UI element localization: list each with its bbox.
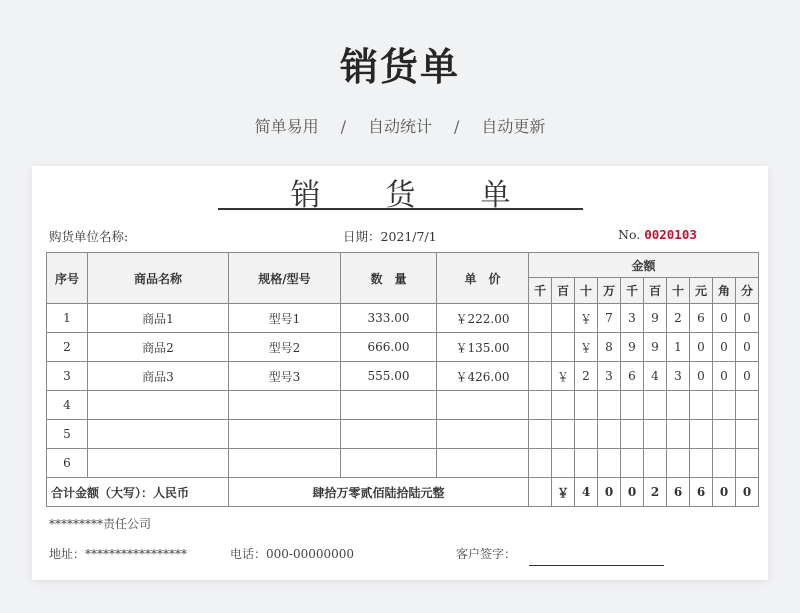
- cell-digit: [736, 420, 759, 449]
- cell-digit: [713, 420, 736, 449]
- cell-digit: [621, 391, 644, 420]
- header-name: 商品名称: [88, 253, 229, 304]
- cell-spec: 型号3: [229, 362, 341, 391]
- table-row: [47, 333, 759, 362]
- cell-name: 商品1: [88, 304, 229, 333]
- cell-qty: 666.00: [341, 333, 437, 362]
- total-digit: 0: [621, 478, 644, 507]
- cell-digit: [529, 362, 552, 391]
- cell-digit: 3: [598, 362, 621, 391]
- cell-digit: ￥: [575, 304, 598, 333]
- cell-seq: 3: [47, 362, 88, 391]
- cell-digit: [529, 304, 552, 333]
- cell-digit: [644, 391, 667, 420]
- cell-digit: [667, 420, 690, 449]
- cell-digit: 1: [667, 333, 690, 362]
- page-title: 销货单: [339, 45, 460, 89]
- feature-3: 自动更新: [481, 117, 546, 136]
- cell-digit: [552, 449, 575, 478]
- header-digit: 角: [713, 278, 736, 304]
- cell-digit: [736, 391, 759, 420]
- cell-digit: [575, 391, 598, 420]
- cell-digit: 9: [644, 333, 667, 362]
- phone: 电话：000-00000000: [230, 547, 355, 561]
- header-digit: 百: [552, 278, 575, 304]
- items-table: [46, 252, 759, 507]
- doc-title-char: 货: [385, 178, 416, 213]
- header-digit: 百: [644, 278, 667, 304]
- doc-number-label: No.: [618, 227, 641, 242]
- feature-2: 自动统计: [367, 117, 432, 136]
- cell-spec: [229, 449, 341, 478]
- cell-digit: [529, 420, 552, 449]
- invoice-sheet: [32, 166, 768, 580]
- cell-digit: 9: [644, 304, 667, 333]
- cell-digit: [529, 391, 552, 420]
- total-digit: 0: [713, 478, 736, 507]
- cell-price: [437, 391, 529, 420]
- cell-digit: [621, 449, 644, 478]
- total-digit: 4: [575, 478, 598, 507]
- doc-title-char: 销: [290, 178, 321, 213]
- cell-spec: [229, 420, 341, 449]
- total-row: [47, 478, 759, 507]
- total-digit: 0: [736, 478, 759, 507]
- cell-digit: [575, 420, 598, 449]
- cell-digit: [690, 420, 713, 449]
- cell-digit: 2: [575, 362, 598, 391]
- doc-date: 日期：2021/7/1: [343, 229, 437, 244]
- doc-number: [618, 227, 697, 242]
- feature-1: 简单易用: [254, 117, 319, 136]
- cell-seq: 5: [47, 420, 88, 449]
- cell-seq: 2: [47, 333, 88, 362]
- cell-digit: [552, 420, 575, 449]
- cell-price: ￥222.00: [437, 304, 529, 333]
- total-digit: ￥: [552, 478, 575, 507]
- cell-name: [88, 420, 229, 449]
- cell-name: [88, 449, 229, 478]
- cell-spec: 型号2: [229, 333, 341, 362]
- address: 地址：*****************: [49, 547, 188, 561]
- cell-digit: [552, 333, 575, 362]
- cell-digit: 9: [621, 333, 644, 362]
- cell-digit: [552, 391, 575, 420]
- cell-digit: [690, 449, 713, 478]
- company-name: *********责任公司: [49, 517, 152, 531]
- cell-digit: 4: [644, 362, 667, 391]
- cell-digit: [598, 391, 621, 420]
- cell-digit: [713, 391, 736, 420]
- header-digit: 万: [598, 278, 621, 304]
- cell-qty: 555.00: [341, 362, 437, 391]
- header-spec: 规格/型号: [229, 253, 341, 304]
- cell-price: [437, 420, 529, 449]
- cell-digit: [667, 449, 690, 478]
- table-row: [47, 391, 759, 420]
- cell-qty: [341, 420, 437, 449]
- cell-digit: 6: [621, 362, 644, 391]
- doc-number-value: 0020103: [644, 227, 697, 242]
- cell-digit: 3: [667, 362, 690, 391]
- cell-seq: 6: [47, 449, 88, 478]
- cell-seq: 1: [47, 304, 88, 333]
- buyer-label: 购货单位名称:: [49, 229, 129, 244]
- signature-label: 客户签字：: [456, 547, 517, 561]
- cell-qty: 333.00: [341, 304, 437, 333]
- total-digit: 6: [690, 478, 713, 507]
- cell-digit: 0: [713, 362, 736, 391]
- cell-name: 商品2: [88, 333, 229, 362]
- cell-name: 商品3: [88, 362, 229, 391]
- cell-digit: [598, 449, 621, 478]
- feature-tagline: [0, 114, 800, 137]
- total-digit: 2: [644, 478, 667, 507]
- cell-name: [88, 391, 229, 420]
- cell-digit: 0: [690, 333, 713, 362]
- header-digit: 元: [690, 278, 713, 304]
- cell-digit: 0: [713, 304, 736, 333]
- cell-digit: [690, 391, 713, 420]
- table-row: [47, 420, 759, 449]
- cell-price: [437, 449, 529, 478]
- cell-digit: [644, 449, 667, 478]
- table-row: [47, 304, 759, 333]
- cell-digit: [598, 420, 621, 449]
- total-digit: 0: [598, 478, 621, 507]
- header-digit: 十: [667, 278, 690, 304]
- cell-digit: 0: [690, 362, 713, 391]
- cell-seq: 4: [47, 391, 88, 420]
- cell-digit: 6: [690, 304, 713, 333]
- header-seq: 序号: [47, 253, 88, 304]
- cell-digit: 8: [598, 333, 621, 362]
- cell-digit: 0: [713, 333, 736, 362]
- cell-digit: [644, 420, 667, 449]
- total-digit: [529, 478, 552, 507]
- cell-digit: [575, 449, 598, 478]
- cell-digit: [713, 449, 736, 478]
- header-digit: 千: [621, 278, 644, 304]
- doc-title: [218, 176, 583, 213]
- signature-line: [529, 565, 664, 566]
- total-in-words: 肆拾万零贰佰陆拾陆元整: [229, 478, 529, 507]
- table-row: [47, 449, 759, 478]
- cell-digit: 0: [736, 362, 759, 391]
- cell-digit: 7: [598, 304, 621, 333]
- header-price: 单 价: [437, 253, 529, 304]
- total-label: 合计金额（大写）：人民币: [47, 478, 229, 507]
- cell-digit: [736, 449, 759, 478]
- cell-digit: [529, 449, 552, 478]
- cell-digit: [552, 304, 575, 333]
- doc-title-char: 单: [480, 178, 511, 213]
- header-digit: 千: [529, 278, 552, 304]
- header-digit: 分: [736, 278, 759, 304]
- header-digit: 十: [575, 278, 598, 304]
- cell-digit: ￥: [552, 362, 575, 391]
- cell-price: ￥135.00: [437, 333, 529, 362]
- cell-spec: [229, 391, 341, 420]
- cell-spec: 型号1: [229, 304, 341, 333]
- cell-digit: [621, 420, 644, 449]
- cell-qty: [341, 391, 437, 420]
- table-row: [47, 362, 759, 391]
- cell-digit: [667, 391, 690, 420]
- separator: /: [454, 117, 460, 136]
- header-qty: 数 量: [341, 253, 437, 304]
- header-amount: 金额: [529, 253, 759, 278]
- cell-digit: 0: [736, 304, 759, 333]
- cell-price: ￥426.00: [437, 362, 529, 391]
- cell-digit: 0: [736, 333, 759, 362]
- total-digit: 6: [667, 478, 690, 507]
- cell-digit: ￥: [575, 333, 598, 362]
- cell-digit: 2: [667, 304, 690, 333]
- cell-digit: 3: [621, 304, 644, 333]
- cell-qty: [341, 449, 437, 478]
- cell-digit: [529, 333, 552, 362]
- separator: /: [340, 117, 346, 136]
